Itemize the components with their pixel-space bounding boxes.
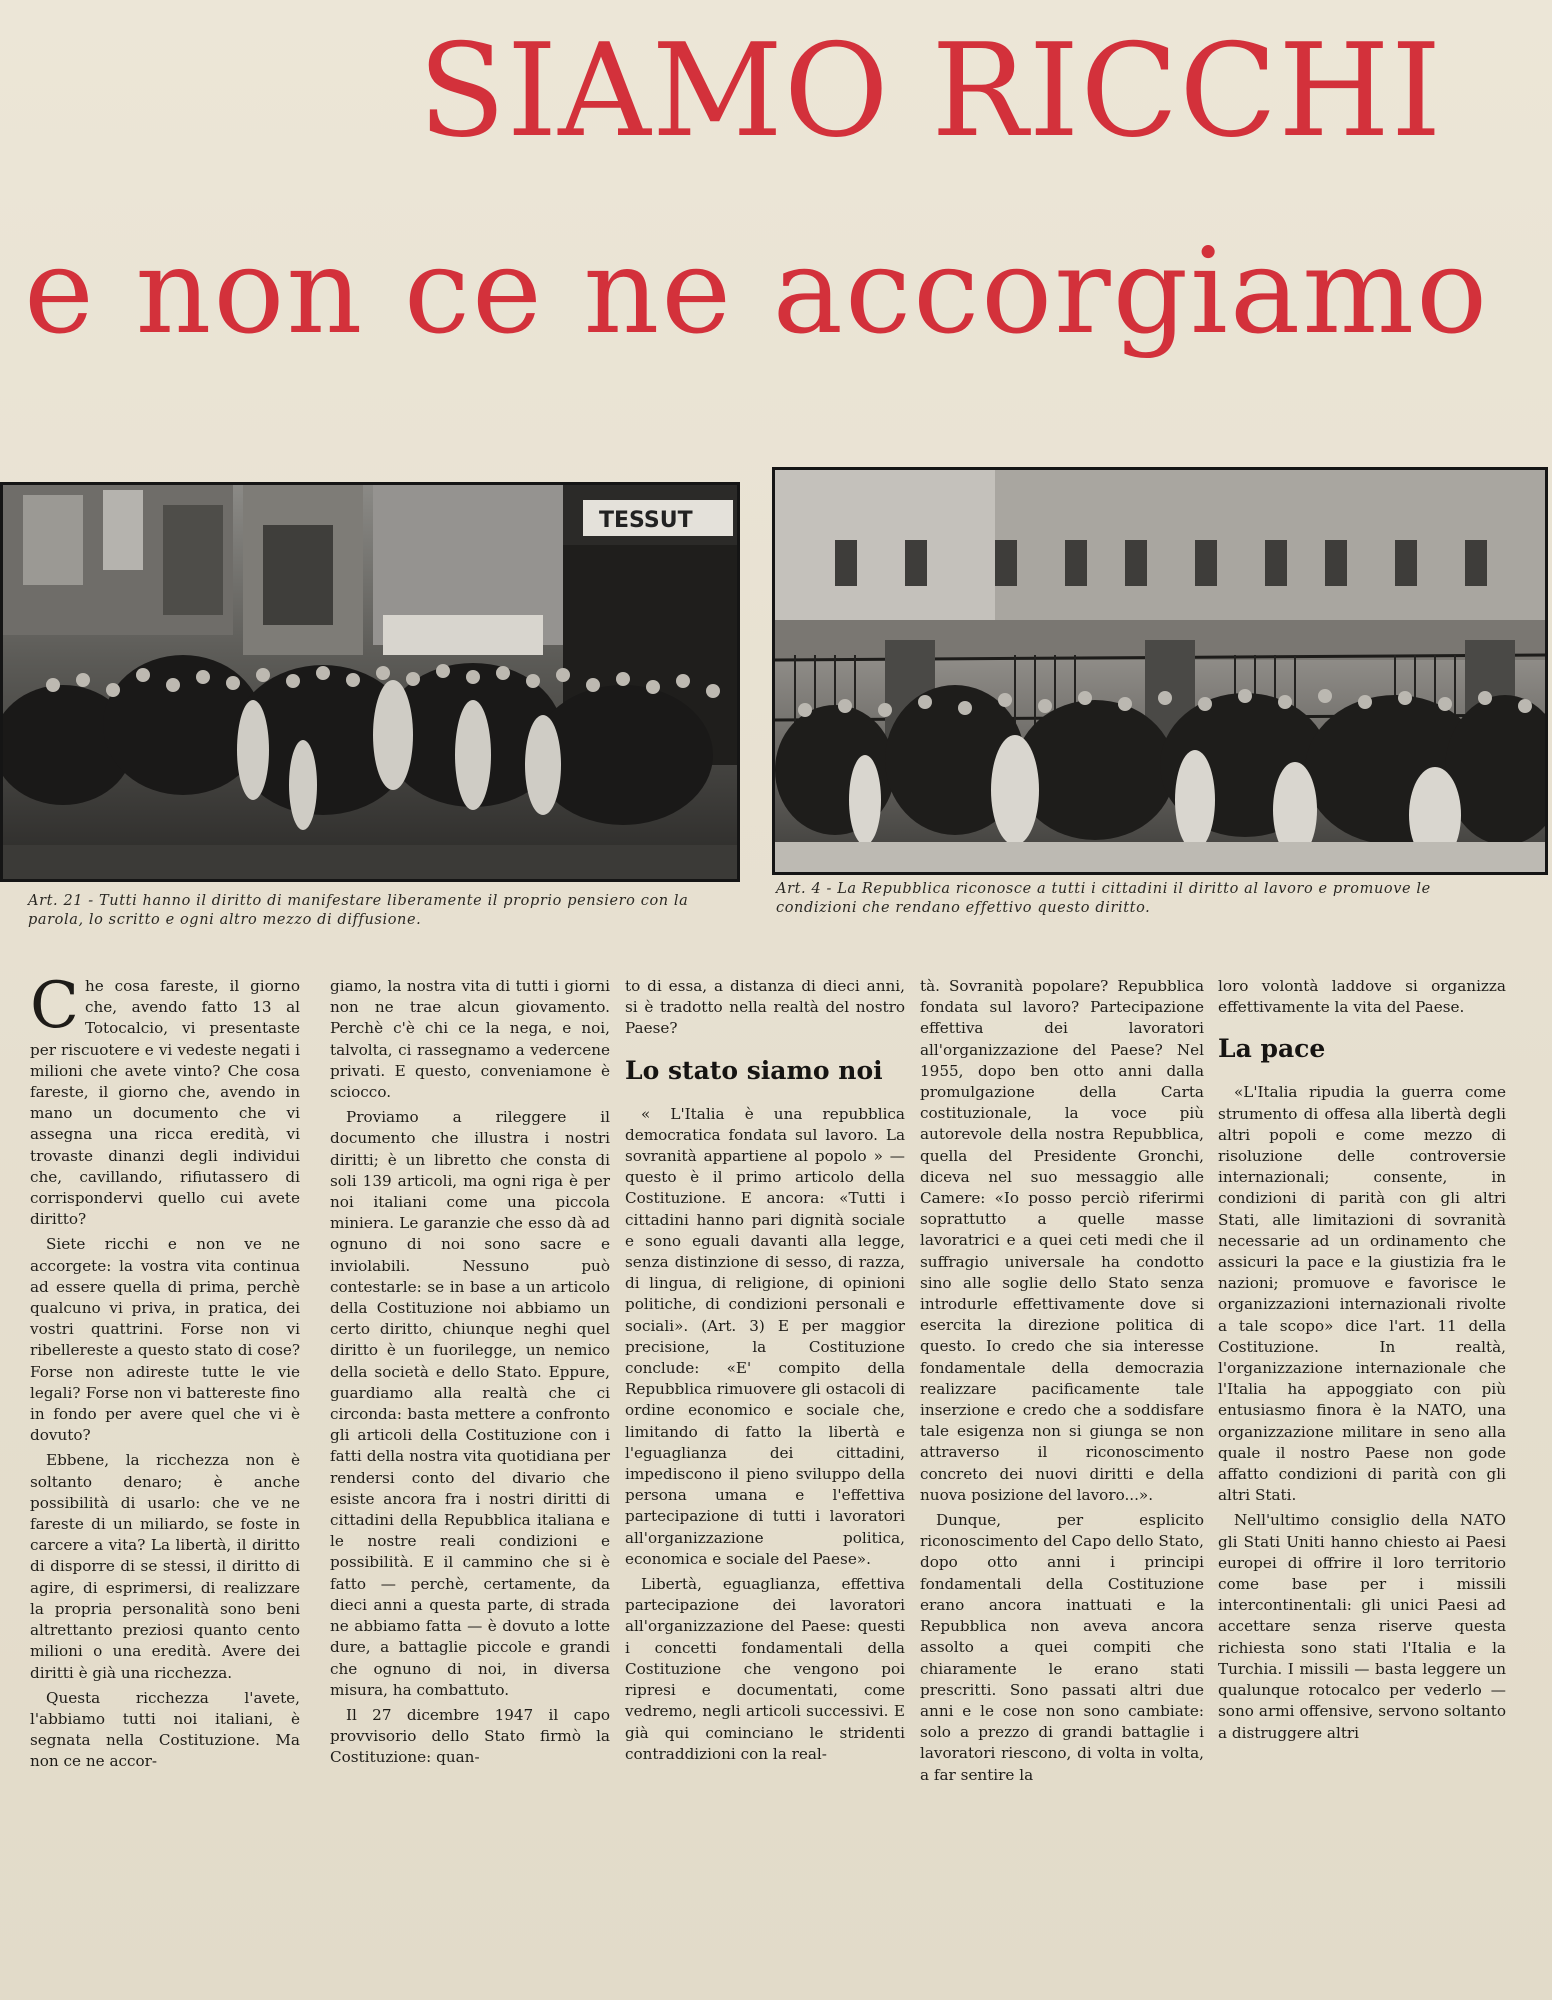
article-column-1 (30, 969, 300, 1777)
headline-line2: e non ce ne accorgiamo (24, 222, 1490, 360)
paragraph: Ebbene, la ricchezza non è soltanto denaro; è anche possibilità di usarlo: che ve ne fareste di un miliardo, se foste in carcere a vita? La libertà, il diritto di disporre di se stessi, il diritto di agire, di esprimersi, di realizzare la propria personalità sono beni altrettanto preziosi quanto cento milioni o una eredità. Avere dei diritti è già una ricchezza. (30, 1451, 300, 1682)
article-column-2 (330, 976, 610, 1773)
article-column-5 (1218, 976, 1506, 1748)
paragraph: Proviamo a rileggere il documento che illustra i nostri diritti; è un libretto che consta di soli 139 articoli, ma ogni riga è per noi italiani come una piccola miniera. Le garanzie che esso dà ad ognuno di noi sono sacre e inviolabili. Nessuno può contestarle: se in base a un articolo della Costituzione noi abbiamo un certo diritto, chiunque neghi quel diritto è un fuorilegge, un nemico della società e dello Stato. Eppure, guardiamo alla realtà che ci circonda: basta mettere a confronto gli articoli della Costituzione con i fatti della nostra vita quotidiana per rendersi conto del divario che esiste ancora fra i nostri diritti di cittadini della Repubblica italiana e le nostre reali condizioni e possibilità. E il cammino che si è fatto — perchè, certamente, da dieci anni a questa parte, di strada ne abbiamo fatta — è dovuto a lotte dure, a battaglie piccole e grandi che ognuno di noi, in diversa misura, ha combattuto. (330, 1108, 610, 1699)
paragraph: Il 27 dicembre 1947 il capo provvisorio dello Stato firmò la Costituzione: quan- (330, 1705, 610, 1767)
paragraph: Libertà, eguaglianza, effettiva partecipazione dei lavoratori all'organizzazione del Paese: questi i concetti fondamentali della Costituzione che vengono poi ripresi e documentati, come vedremo, negli articoli successivi. E già qui cominciano le stridenti contraddizioni con la real- (625, 1575, 905, 1763)
paragraph: to di essa, a distanza di dieci anni, si è tradotto nella realtà del nostro Paese? (625, 977, 905, 1038)
paragraph: giamo, la nostra vita di tutti i giorni non ne trae alcun giovamento. Perchè c'è chi ce la nega, e noi, talvolta, ci rassegnamo a vedercene privati. E questo, conveniamone è sciocco. (330, 977, 610, 1102)
caption-art21: Art. 21 - Tutti hanno il diritto di manifestare liberamente il proprio pensiero con la parola, lo scritto e ogni altro mezzo di diffusione. (28, 893, 689, 928)
paragraph: Che cosa fareste, il giorno che, avendo fatto 13 al Totocalcio, vi presentaste per riscuotere e vi vedeste negati i milioni che avete vinto? Che cosa fareste, il giorno che, avendo in mano un documento che vi assegna una ricca eredità, vi trovaste dinanzi degli individui che, cavillando, rifiutassero di corrispondervi quello cui avete diritto? (30, 969, 300, 1229)
caption-art4: Art. 4 - La Repubblica riconosce a tutti i cittadini il diritto al lavoro e promuove le condizioni che rendano effettivo questo diritto. (776, 881, 1431, 916)
paragraph: « L'Italia è una repubblica democratica fondata sul lavoro. La sovranità appartiene al popolo » — questo è il primo articolo della Costituzione. E ancora: «Tutti i cittadini hanno pari dignità sociale e sono eguali davanti alla legge, senza distinzione di sesso, di razza, di lingua, di religione, di opinioni politiche, di condizioni personali e sociali». (Art. 3) E per maggior precisione, la Costituzione conclude: «E' compito della Repubblica rimuovere gli ostacoli di ordine economico e sociale che, limitando di fatto la libertà e l'eguaglianza dei cittadini, impediscono il pieno sviluppo della persona umana e l'effettiva partecipazione di tutti i lavoratori all'organizzazione politica, economica e sociale del Paese». (625, 1104, 905, 1568)
paragraph: Siete ricchi e non ve ne accorgete: la vostra vita continua ad essere quella di prima, perchè qualcuno vi priva, in pratica, dei vostri quattrini. Forse non vi ribellereste a questo stato di cose? Forse non adireste tutte le vie legali? Forse non vi battereste fino in fondo per avere quel che vi è dovuto? (30, 1235, 300, 1445)
paragraph: tà. Sovranità popolare? Repubblica fondata sul lavoro? Partecipazione effettiva dei lavoratori all'organizzazione del Paese? Nel 1955, dopo ben otto anni dalla promulgazione della Carta costituzionale, la voce più autorevole della nostra Repubblica, quella del Presidente Gronchi, diceva nel suo messaggio alle Camere: «Io posso perciò riferirmi soprattutto a quelle masse lavoratrici e a quei ceti medi che il suffragio universale ha condotto sino alle soglie dello Stato senza introdurle effettivamente dove si esercita la direzione politica di questo. Io credo che sia interesse fondamentale della democrazia realizzare pacificamente tale inserzione e credo che a soddisfare tale esigenza non si giunga se non attraverso il riconoscimento concreto dei nuovi diritti e della nuova posizione del lavoro...». (920, 977, 1204, 1504)
headline-line1: SIAMO RICCHI (418, 17, 1443, 166)
paragraph: Questa ricchezza l'avete, l'abbiamo tutti noi italiani, è segnata nella Costituzione. Ma non ce ne accor- (30, 1688, 300, 1771)
shop-sign-text: TESSUT (599, 508, 693, 533)
paragraph: «L'Italia ripudia la guerra come strumento di offesa alla libertà degli altri popoli e come mezzo di risoluzione delle controversie internazionali; consente, in condizioni di parità con gli altri Stati, alle limitazioni di sovranità necessarie ad un ordinamento che assicuri la pace e la giustizia fra le nazioni; promuove e favorisce le organizzazioni internazionali rivolte a tale scopo» dice l'art. 11 della Costituzione. In realtà, l'organizzazione internazionale che l'Italia ha appoggiato con più entusiasmo finora è la NATO, una organizzazione militare in seno alla quale il nostro Paese non gode affatto condizioni di parità con gli altri Stati. (1218, 1083, 1506, 1505)
paragraph: Nell'ultimo consiglio della NATO gli Stati Uniti hanno chiesto ai Paesi europei di offrire il loro territorio come base per i missili intercontinentali: gli unici Paesi ad accettare senza riserve questa richiesta sono stati l'Italia e la Turchia. I missili — basta leggere un qualunque rotocalco per vederlo — sono armi offensive, servono soltanto a distruggere altri (1218, 1511, 1506, 1742)
paragraph: Dunque, per esplicito riconoscimento del Capo dello Stato, dopo otto anni i principi fondamentali della Costituzione erano ancora inattuati e la Repubblica non aveva ancora assolto a quei compiti che chiaramente le erano stati prescritti. Sono passati altri due anni e le cose non sono cambiate: solo a prezzo di grandi battaglie i lavoratori riescono, di volta in volta, a far sentire la (920, 1511, 1204, 1784)
photo-street-crowd (0, 482, 740, 882)
factory-gate-image (775, 470, 1545, 872)
paragraph: loro volontà laddove si organizza effettivamente la vita del Paese. (1218, 977, 1506, 1017)
subheading-la-pace: La pace (1218, 1034, 1326, 1064)
crowd-street-image (3, 485, 737, 879)
article-column-3 (625, 976, 905, 1769)
photo-factory-gate (772, 467, 1548, 875)
drop-cap: C (30, 969, 79, 1043)
subheading-lo-stato-siamo-noi: Lo stato siamo noi (625, 1055, 883, 1085)
article-column-4 (920, 976, 1204, 1790)
